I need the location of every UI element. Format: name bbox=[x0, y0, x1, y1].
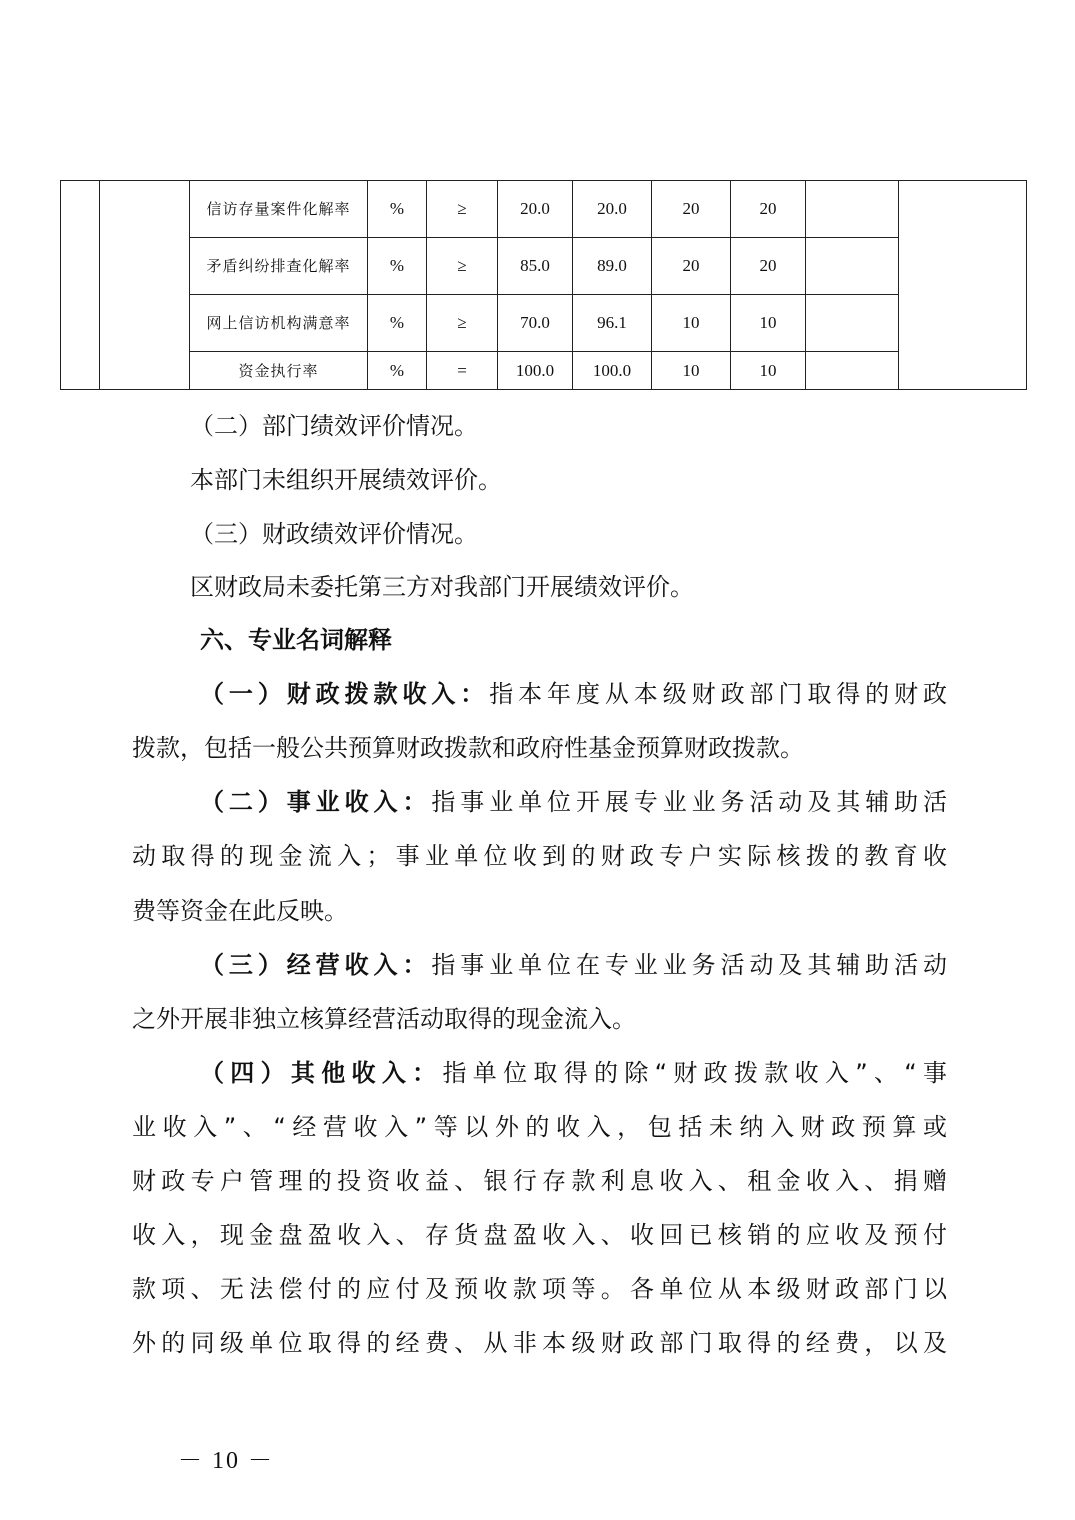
indicator-name: 网上信访机构满意率 bbox=[190, 295, 368, 352]
performance-table bbox=[60, 180, 1027, 390]
term-paragraph-line: 动取得的现金流入；事业单位收到的财政专户实际核拨的教育收 bbox=[132, 842, 947, 870]
score-value: 10 bbox=[731, 352, 806, 390]
target-value: 100.0 bbox=[498, 352, 573, 390]
indicator-name: 信访存量案件化解率 bbox=[190, 181, 368, 238]
table-row bbox=[61, 238, 1027, 295]
fin-eval-text: 区财政局未委托第三方对我部门开展绩效评价。 bbox=[190, 573, 694, 601]
term-paragraph-line: 收入，现金盘盈收入、存货盘盈收入、收回已核销的应收及预付 bbox=[132, 1221, 947, 1249]
dept-eval-text: 本部门未组织开展绩效评价。 bbox=[190, 466, 502, 494]
score-value: 20 bbox=[731, 181, 806, 238]
term-paragraph-line bbox=[200, 1045, 947, 1101]
unit-cell: % bbox=[368, 295, 427, 352]
term-label: （四）其他收入： bbox=[200, 1059, 443, 1087]
indicator-name: 资金执行率 bbox=[190, 352, 368, 390]
term-paragraph-line: 业收入”、“经营收入”等以外的收入，包括未纳入财政预算或 bbox=[132, 1113, 947, 1141]
score-value: 20 bbox=[731, 238, 806, 295]
empty-cell bbox=[899, 181, 1027, 390]
target-value: 70.0 bbox=[498, 295, 573, 352]
term-text: 指事业单位开展专业业务活动及其辅助活 bbox=[431, 788, 947, 816]
unit-cell: % bbox=[368, 352, 427, 390]
operator-cell: ≥ bbox=[427, 295, 498, 352]
term-label: （二）事业收入： bbox=[200, 788, 432, 816]
weight-value: 20 bbox=[652, 238, 731, 295]
weight-value: 10 bbox=[652, 295, 731, 352]
term-text: 指本年度从本级财政部门取得的财政 bbox=[489, 680, 947, 708]
actual-value: 20.0 bbox=[573, 181, 652, 238]
term-paragraph-line: 拨款，包括一般公共预算财政拨款和政府性基金预算财政拨款。 bbox=[132, 734, 804, 762]
actual-value: 100.0 bbox=[573, 352, 652, 390]
term-paragraph-line: 款项、无法偿付的应付及预收款项等。各单位从本级财政部门以 bbox=[132, 1275, 947, 1303]
term-paragraph-line bbox=[200, 937, 947, 993]
table-row bbox=[61, 181, 1027, 238]
page-number: － 10 － bbox=[178, 1448, 274, 1474]
empty-cell bbox=[806, 352, 899, 390]
operator-cell: = bbox=[427, 352, 498, 390]
empty-cell bbox=[806, 238, 899, 295]
score-value: 10 bbox=[731, 295, 806, 352]
term-text: 指事业单位在专业业务活动及其辅助活动 bbox=[431, 951, 947, 979]
unit-cell: % bbox=[368, 238, 427, 295]
actual-value: 96.1 bbox=[573, 295, 652, 352]
term-paragraph-line: 之外开展非独立核算经营活动取得的现金流入。 bbox=[132, 1005, 636, 1033]
target-value: 85.0 bbox=[498, 238, 573, 295]
operator-cell: ≥ bbox=[427, 181, 498, 238]
target-value: 20.0 bbox=[498, 181, 573, 238]
term-paragraph-line bbox=[200, 774, 947, 830]
section-heading-dept-eval: （二）部门绩效评价情况。 bbox=[190, 412, 478, 440]
empty-cell bbox=[806, 181, 899, 238]
glossary-heading: 六、专业名词解释 bbox=[200, 626, 392, 654]
term-paragraph-line: 财政专户管理的投资收益、银行存款利息收入、租金收入、捐赠 bbox=[132, 1167, 947, 1195]
operator-cell: ≥ bbox=[427, 238, 498, 295]
table-row bbox=[61, 295, 1027, 352]
weight-value: 20 bbox=[652, 181, 731, 238]
term-paragraph-line: 费等资金在此反映。 bbox=[132, 897, 348, 925]
term-label: （一）财政拨款收入： bbox=[200, 680, 490, 708]
term-paragraph-line bbox=[200, 666, 947, 722]
section-heading-fin-eval: （三）财政绩效评价情况。 bbox=[190, 520, 478, 548]
empty-cell bbox=[61, 181, 100, 390]
empty-cell bbox=[100, 181, 190, 390]
table-row bbox=[61, 352, 1027, 390]
weight-value: 10 bbox=[652, 352, 731, 390]
term-paragraph-line: 外的同级单位取得的经费、从非本级财政部门取得的经费，以及 bbox=[132, 1329, 947, 1357]
term-text: 指单位取得的除“财政拨款收入”、“事 bbox=[442, 1059, 947, 1087]
actual-value: 89.0 bbox=[573, 238, 652, 295]
term-label: （三）经营收入： bbox=[200, 951, 432, 979]
indicator-name: 矛盾纠纷排查化解率 bbox=[190, 238, 368, 295]
empty-cell bbox=[806, 295, 899, 352]
unit-cell: % bbox=[368, 181, 427, 238]
